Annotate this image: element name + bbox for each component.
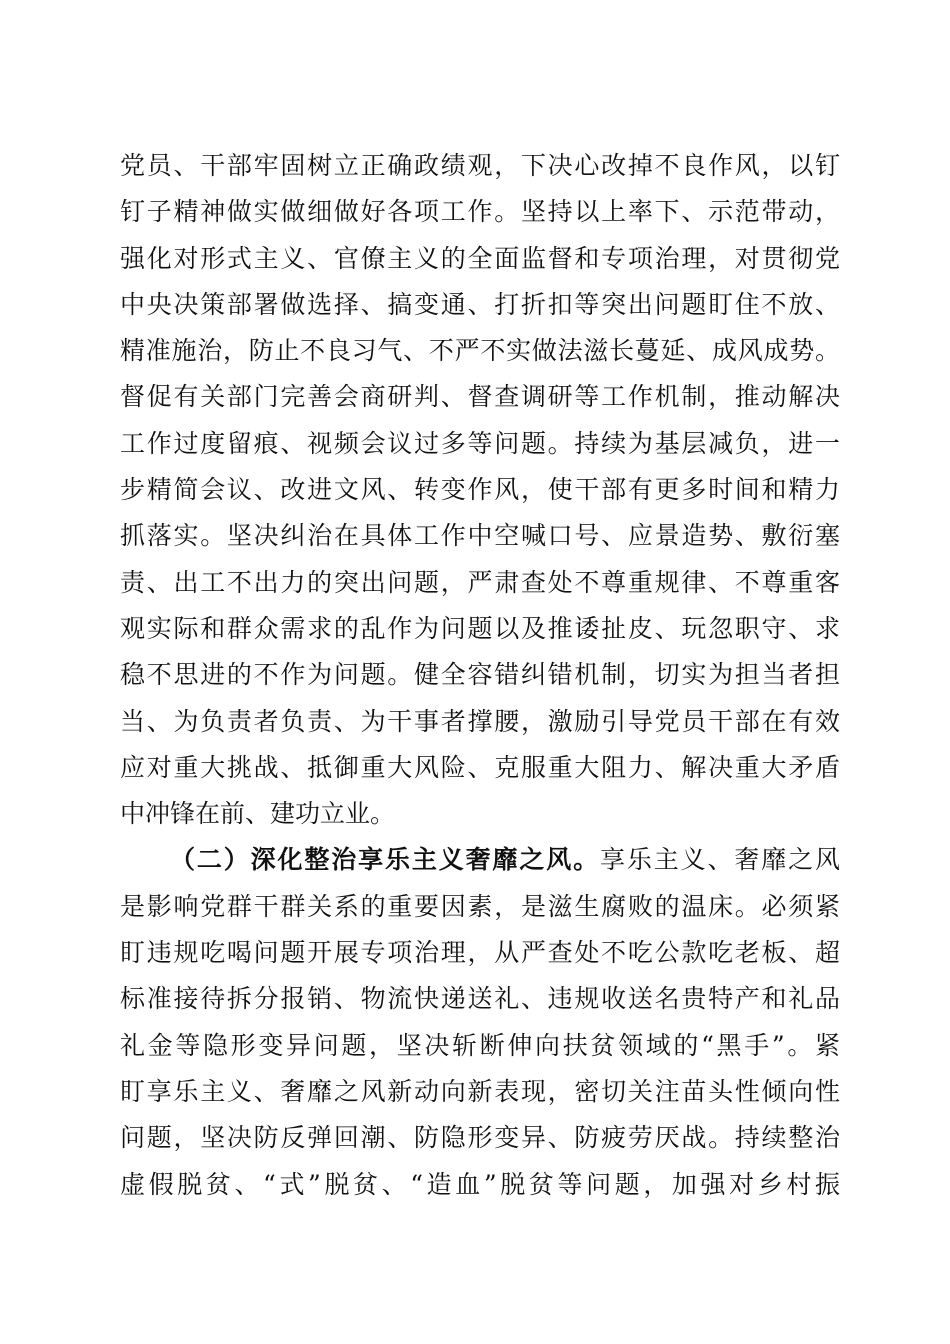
text-line: 党员、干部牢固树立正确政绩观，下决心改掉不良作风，以钉 (120, 151, 840, 180)
text-line: 抓落实。坚决纠治在具体工作中空喊口号、应景造势、敷衍塞 (120, 521, 840, 551)
text-line: 礼金等隐形变异问题，坚决斩断伸向扶贫领域的“黑手”。紧 (120, 1030, 840, 1060)
text-line: 观实际和群众需求的乱作为问题以及推诿扯皮、玩忽职守、求 (120, 613, 840, 643)
document-body (120, 143, 840, 1208)
text-line: 应对重大挑战、抵御重大风险、克服重大阻力、解决重大矛盾 (120, 752, 840, 782)
paragraph-2 (120, 837, 840, 1207)
section-heading-line (120, 837, 840, 883)
section-heading: （二）深化整治享乐主义奢靡之风。 (170, 845, 600, 875)
text-line: 问题，坚决防反弹回潮、防隐形变异、防疲劳厌战。持续整治 (120, 1123, 840, 1153)
text-line: 步精简会议、改进文风、转变作风，使干部有更多时间和精力 (120, 475, 840, 505)
text-line: 责、出工不出力的突出问题，严肃查处不尊重规律、不尊重客 (120, 567, 840, 597)
text-line: 精准施治，防止不良习气、不严不实做法滋长蔓延、成风成势。 (120, 336, 840, 366)
text-line: 盯享乐主义、奢靡之风新动向新表现，密切关注苗头性倾向性 (120, 1076, 840, 1106)
paragraph-1 (120, 143, 840, 837)
text-line: 强化对形式主义、官僚主义的全面监督和专项治理，对贯彻党 (120, 243, 840, 273)
text-line: 钉子精神做实做细做好各项工作。坚持以上率下、示范带动， (120, 197, 840, 227)
text-line: 是影响党群干群关系的重要因素，是滋生腐败的温床。必须紧 (120, 891, 840, 921)
heading-line-text: 享乐主义、奢靡之风 (599, 845, 840, 875)
text-line: 标准接待拆分报销、物流快递送礼、违规收送名贵特产和礼品 (120, 984, 840, 1014)
text-line: 督促有关部门完善会商研判、督查调研等工作机制，推动解决 (120, 382, 840, 412)
text-line: 工作过度留痕、视频会议过多等问题。持续为基层减负，进一 (120, 428, 840, 458)
text-line: 当、为负责者负责、为干事者撑腰，激励引导党员干部在有效 (120, 706, 840, 736)
text-line: 中央决策部署做选择、搞变通、打折扣等突出问题盯住不放、 (120, 289, 840, 319)
text-line: 虚假脱贫、“式”脱贫、“造血”脱贫等问题，加强对乡村振 (120, 1169, 840, 1199)
text-line: 中冲锋在前、建功立业。 (120, 799, 396, 829)
text-line: 盯违规吃喝问题开展专项治理，从严查处不吃公款吃老板、超 (120, 938, 840, 968)
text-line: 稳不思进的不作为问题。健全容错纠错机制，切实为担当者担 (120, 660, 840, 690)
